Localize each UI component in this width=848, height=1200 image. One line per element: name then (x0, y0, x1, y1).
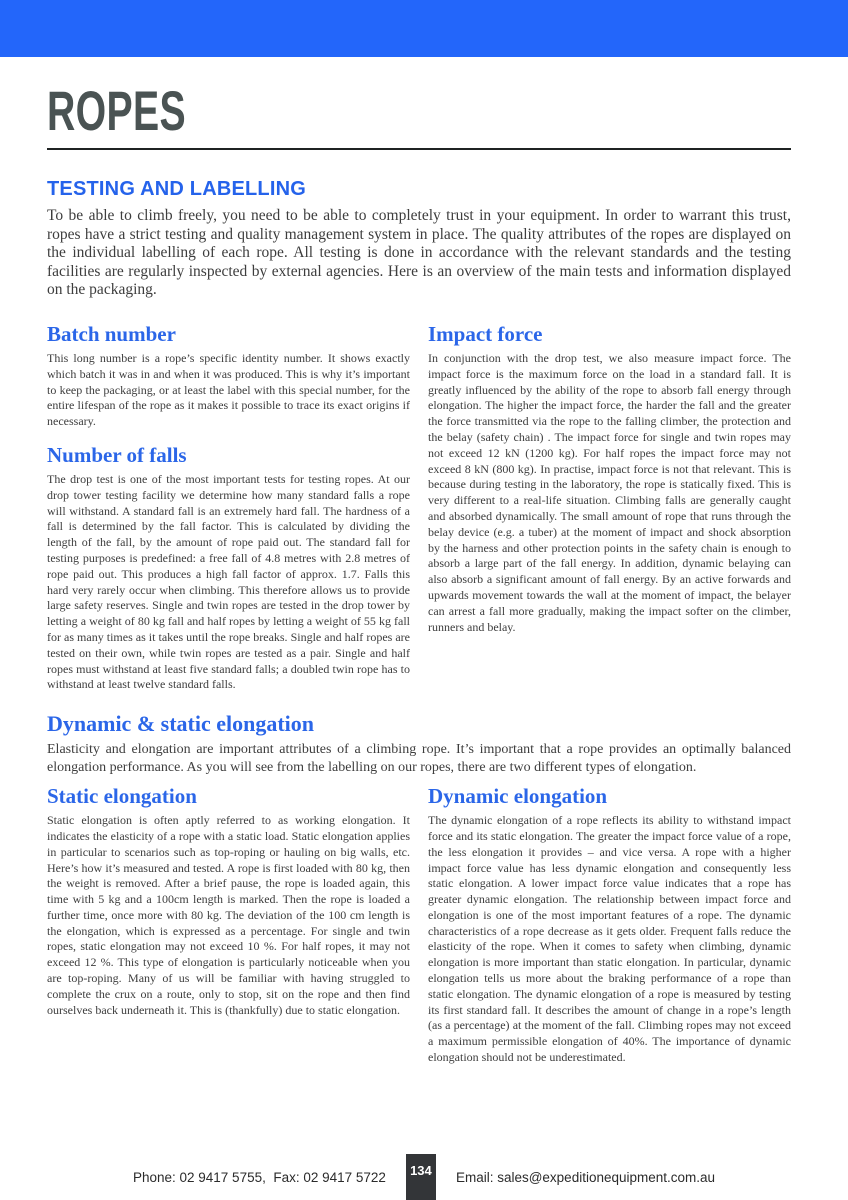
page-number: 134 (410, 1163, 432, 1178)
footer-phone-fax: Phone: 02 9417 5755, Fax: 02 9417 5722 (132, 1169, 386, 1185)
columns-row-1 (47, 322, 791, 693)
static-elongation-heading: Static elongation (47, 784, 197, 809)
impact-force-heading: Impact force (428, 321, 543, 346)
impact-force-body: In conjunction with the drop test, we also measure impact force. The impact force is the maximum force on the load in a standard fall. It is greatly influenced by the ability of the rope to absorb fall energy through elongation. The higher the impact force, the harder the fall and the greater the force transmitted via the rope to the falling climber, the protection and the belay (safety chain) . The impact force for single and twin ropes may not exceed 12 kN (1200 kg). For half ropes the impact force may not exceed 8 kN (800 kg). In practise, impact force is not that relevant. This is because during testing in the laboratory, the rope is statically fixed. This is very different to a real-life situation. Climbing falls are generally caught and absorbed dynamically. The small amount of rope that runs through the belay device (e.g. a tuber) at the moment of impact and shock absorption by the harness and other protection points in the safety chain is enough to absorb a large part of the fall energy. In addition, dynamic belaying can also absorb a significant amount of fall energy. By an active forwards and upwards movement towards the wall at the moment of impact, the belayer can arrest a fall more gradually, making the impact softer on the climber, runners and belay. (428, 350, 791, 634)
footer-email: Email: sales@expeditionequipment.com.au (455, 1169, 716, 1185)
batch-number-heading: Batch number (47, 321, 176, 346)
right-column-2 (428, 784, 791, 1066)
page-footer (0, 1154, 848, 1200)
right-column (428, 322, 791, 693)
dynamic-static-elongation-heading: Dynamic & static elongation (47, 711, 315, 737)
number-of-falls-heading: Number of falls (47, 442, 187, 467)
left-column (47, 322, 410, 693)
section-static-elongation (47, 784, 410, 1018)
dynamic-elongation-body: The dynamic elongation of a rope reflects its ability to withstand impact force and its static elongation. The greater the impact force value of a rope, the less elongation it provides – and vice versa. A rope with a higher impact force value has less dynamic elongation and consequently less static elongation. A lower impact force value indicates that a rope has greater dynamic elongation. The relationship between impact force and elongation is one of the most important features of a rope. The dynamic characteristics of a rope decrease as it gets older. Frequent falls reduce the elasticity of the rope. When it comes to safety when climbing, dynamic elongation is more important than static elongation. In particular, dynamic elongation tells us more about the braking performance of a rope than static elongation. The dynamic elongation of a rope is measured by testing its first standard fall. It describes the amount of change in a rope’s length (as a percentage) at the moment of the fall. Climbing ropes may not exceed a maximum permissible elongation of 40%. The importance of dynamic elongation should not be underestimated. (428, 813, 791, 1065)
number-of-falls-body: The drop test is one of the most important tests for testing ropes. At our drop tower testing facility we determine how many standard falls a rope will withstand. A standard fall is an extremely hard fall. The hardness of a fall is determined by the fall factor. This is calculated by dividing the length of the fall, by the amount of rope paid out. The standard fall for testing purposes is predefined: a free fall of 4.8 metres with 2.8 metres of rope paid out. This produces a high fall factor of approx. 1.7. Falls this hard very rarely occur when climbing. This therefore allows us to provide large safety reserves. Single and twin ropes are tested in the drop tower by letting a weight of 80 kg fall and half ropes by letting a weight of 55 kg fall for as many times as it takes until the rope breaks. Single and half ropes are tested on their own, while twin ropes are tested as a pair. Single and half ropes must withstand at least five standard falls; a doubled twin rope has to withstand at least twelve standard falls. (47, 471, 410, 692)
left-column-2 (47, 784, 410, 1066)
page-number-badge (406, 1154, 436, 1200)
intro-paragraph: To be able to climb freely, you need to be able to completely trust in your equipment. In order to warrant this trust, ropes have a strict testing and quality management system in place. The quality attributes of the ropes are displayed on the individual labelling of each rope. All testing is done in accordance with the relevant standards and the testing facilities are regularly inspected by external agencies. Here is an overview of the main tests and information displayed on the packaging. (47, 207, 791, 299)
title-rule (47, 148, 791, 150)
batch-number-body: This long number is a rope’s specific identity number. It shows exactly which batch it was in and when it was produced. This is why it’s important to keep the packaging, or at least the label with this special number, for the entire lifespan of the rope as it makes it possible to trace its exact origins if necessary. (47, 350, 410, 429)
section-impact-force (428, 322, 791, 635)
page-title: ROPES (47, 79, 186, 142)
page-content (0, 79, 848, 1066)
dynamic-static-elongation-body: Elasticity and elongation are important attributes of a climbing rope. It’s important that a rope provides an optimally balanced elongation performance. As you will see from the labelling on our ropes, there are two different types of elongation. (47, 742, 791, 775)
top-banner (0, 0, 848, 57)
section-batch-number (47, 322, 410, 430)
testing-labelling-heading: TESTING AND LABELLING (47, 178, 307, 200)
columns-row-2 (47, 784, 791, 1066)
section-dynamic-elongation (428, 784, 791, 1066)
dynamic-elongation-heading: Dynamic elongation (428, 784, 608, 809)
section-dynamic-static-elongation (47, 711, 791, 776)
static-elongation-body: Static elongation is often aptly referred to as working elongation. It indicates the elasticity of a rope with a static load. Static elongation applies in particular to scenarios such as top-roping or hauling on big walls, etc. Here’s how it’s measured and tested. A rope is first loaded with 80 kg, then the weight is removed. After a brief pause, the rope is loaded again, this time with 5 kg and a 100cm length is marked. Then the rope is loaded a further time, once more with 80 kg. The deviation of the 100 cm length is the elongation, which is expressed as a percentage. For single and twin ropes, static elongation may not exceed 10 %. For half ropes, it may not exceed 12 %. This type of elongation is particularly noticeable when you are top-roping. Many of us will be familiar with having struggled to complete the crux on a route, only to stop, sit on the rope and then find ourselves back underneath it. This is (thankfully) due to static elongation. (47, 813, 410, 1017)
section-number-of-falls (47, 443, 410, 693)
